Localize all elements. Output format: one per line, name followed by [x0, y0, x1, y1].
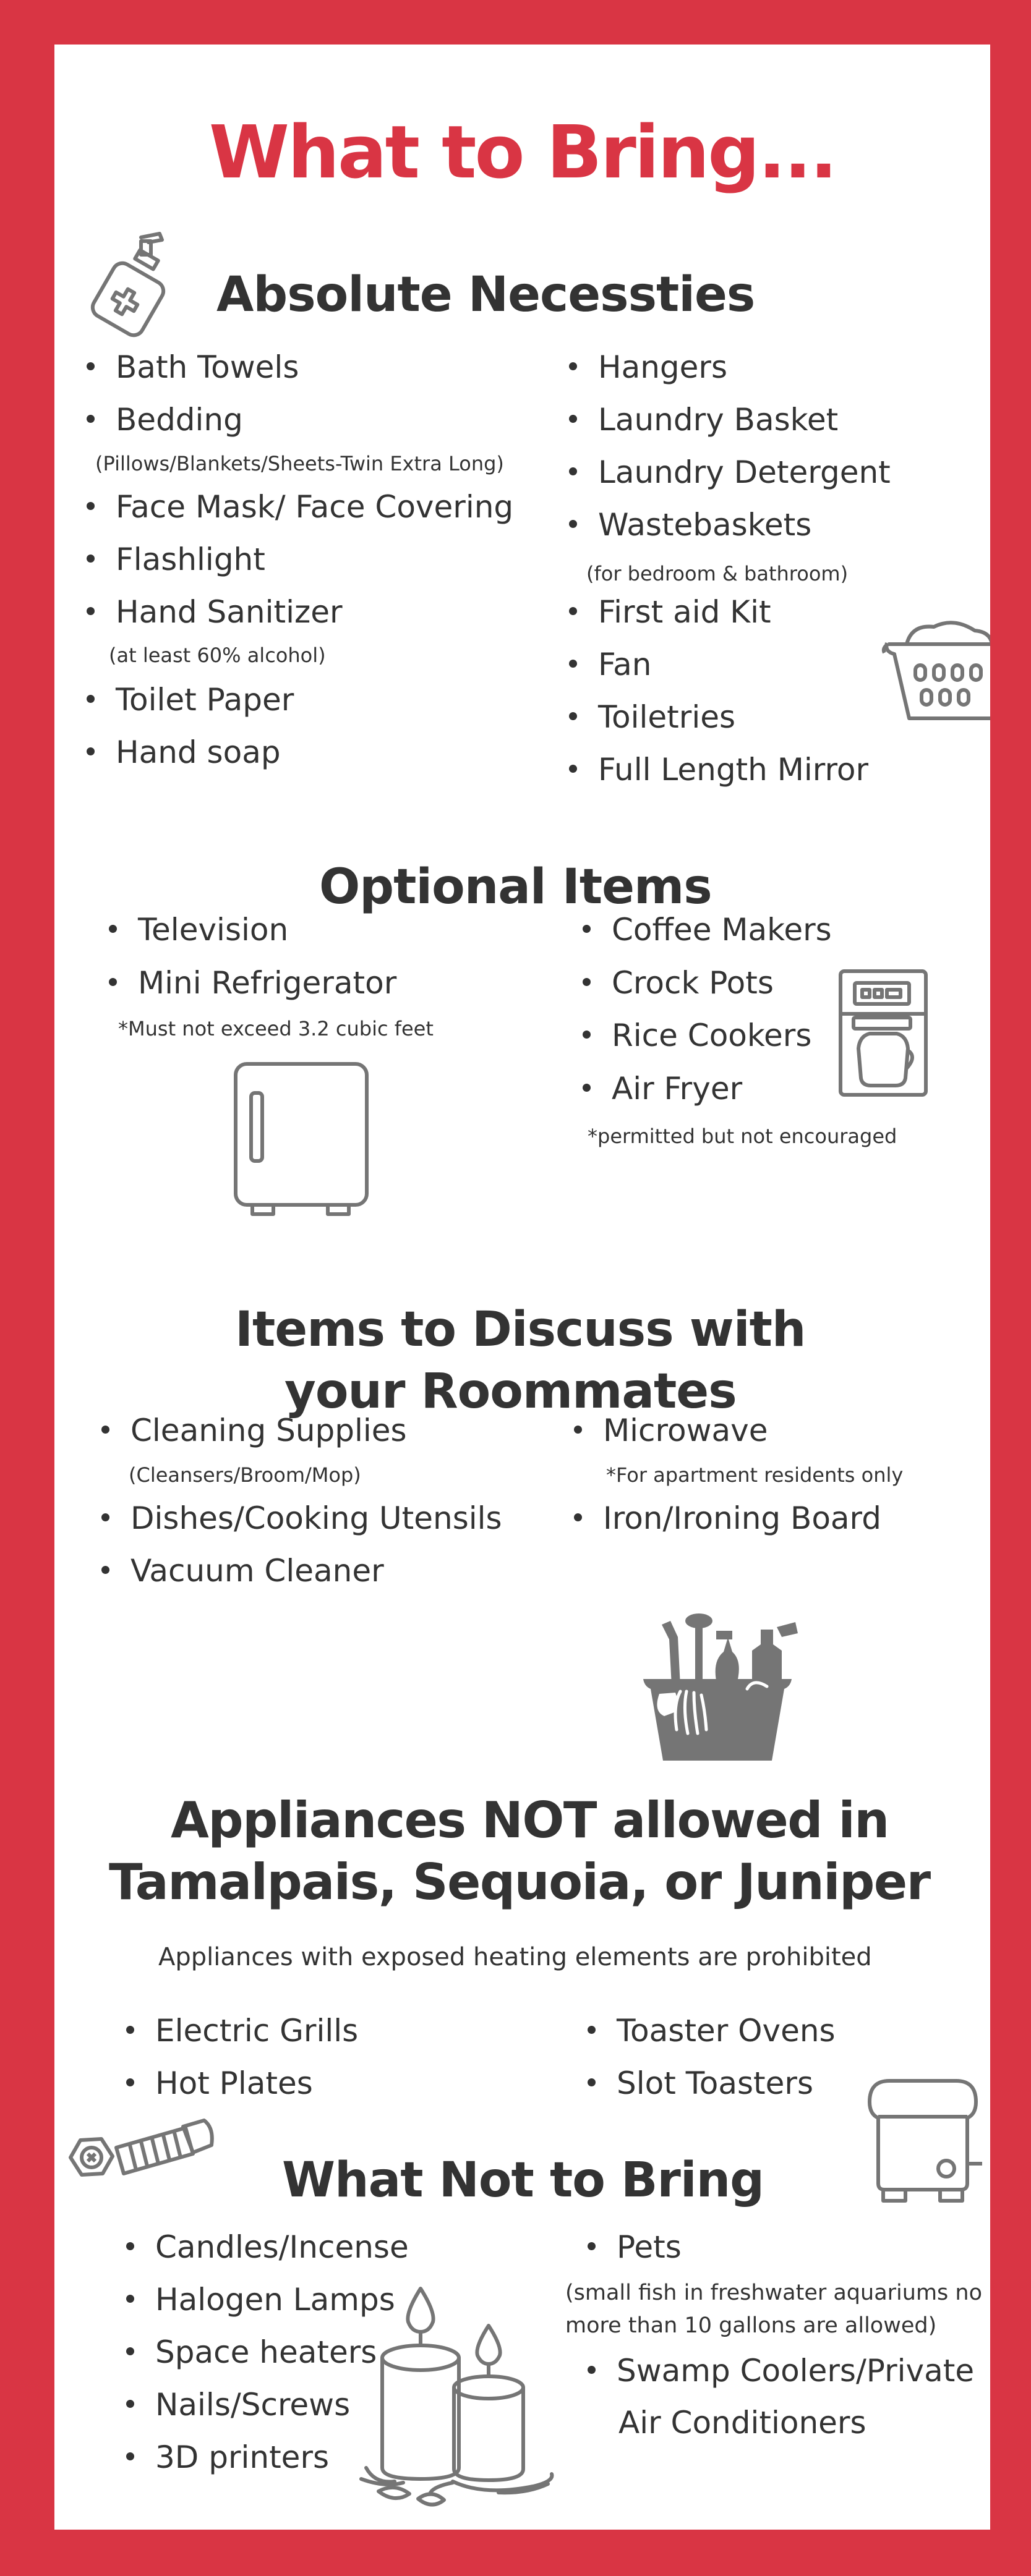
list-item: Face Mask/ Face Covering — [87, 491, 513, 522]
list-item: Iron/Ironing Board — [574, 1503, 881, 1534]
sanitizer-note: (at least 60% alcohol) — [109, 644, 326, 667]
pets-note-line1: (small fish in freshwater aquariums no — [565, 2281, 983, 2305]
not-allowed-heading-line1: Appliances NOT allowed in — [171, 1792, 889, 1849]
screw-nut-icon — [68, 2109, 215, 2201]
list-item: Wastebaskets — [569, 509, 811, 540]
list-item: Toilet Paper — [87, 684, 294, 715]
roommates-heading-line2: your Roommates — [284, 1364, 737, 1419]
microwave-note: *For apartment residents only — [606, 1463, 904, 1487]
roommates-heading-line1: Items to Discuss with — [235, 1302, 806, 1358]
list-item: Laundry Detergent — [569, 457, 891, 488]
appliances-note: *permitted but not encouraged — [588, 1124, 897, 1148]
list-item: Swamp Coolers/Private — [588, 2355, 974, 2386]
list-item: Pets — [588, 2232, 682, 2263]
list-item: Hand soap — [87, 737, 281, 768]
list-item: Vacuum Cleaner — [101, 1555, 384, 1586]
pets-note-line2: more than 10 gallons are allowed) — [565, 2313, 937, 2338]
list-item: Mini Refrigerator — [109, 967, 396, 998]
toaster-icon — [865, 2077, 982, 2203]
sanitizer-icon — [87, 230, 173, 335]
fridge-note: *Must not exceed 3.2 cubic feet — [118, 1017, 434, 1040]
list-item: Rice Cookers — [583, 1020, 811, 1051]
cleaning-bucket-icon — [637, 1612, 802, 1767]
list-item: Flashlight — [87, 544, 265, 575]
cleaning-note: (Cleansers/Broom/Mop) — [129, 1463, 361, 1487]
swamp-line2: Air Conditioners — [618, 2405, 866, 2441]
list-item: Crock Pots — [583, 967, 774, 998]
wastebasket-note: (for bedroom & bathroom) — [586, 562, 849, 585]
list-item: Laundry Basket — [569, 404, 838, 435]
list-item: Nails/Screws — [126, 2389, 350, 2420]
list-item: 3D printers — [126, 2442, 329, 2473]
laundry-basket-icon — [882, 613, 990, 721]
list-item: Halogen Lamps — [126, 2284, 395, 2315]
list-item: Hot Plates — [126, 2068, 313, 2099]
list-item: Bath Towels — [87, 352, 299, 383]
candles-icon — [360, 2282, 564, 2521]
list-item: Bedding — [87, 404, 243, 435]
list-item: Candles/Incense — [126, 2232, 409, 2263]
page-title: What to Bring... — [208, 109, 836, 195]
flyer-card — [54, 45, 990, 2530]
list-item: Fan — [569, 649, 652, 680]
list-item: Hand Sanitizer — [87, 597, 343, 627]
coffee-maker-icon — [839, 969, 928, 1097]
list-item: Air Fryer — [583, 1073, 742, 1104]
bedding-note: (Pillows/Blankets/Sheets-Twin Extra Long) — [95, 452, 504, 475]
list-item: Dishes/Cooking Utensils — [101, 1503, 502, 1534]
necessities-heading: Absolute Necessties — [216, 267, 755, 323]
list-item: Full Length Mirror — [569, 754, 868, 785]
list-item: Space heaters — [126, 2337, 377, 2368]
list-item: First aid Kit — [569, 597, 771, 627]
fridge-icon — [234, 1062, 370, 1217]
list-item: Toiletries — [569, 702, 735, 733]
not-allowed-subtitle: Appliances with exposed heating elements are prohibited — [158, 1943, 872, 1971]
list-item: Electric Grills — [126, 2015, 358, 2046]
list-item: Coffee Makers — [583, 914, 832, 945]
list-item: Toaster Ovens — [588, 2015, 836, 2046]
not-allowed-heading-line2: Tamalpais, Sequoia, or Juniper — [109, 1853, 930, 1911]
list-item: Microwave — [574, 1415, 768, 1446]
optional-heading: Optional Items — [319, 859, 712, 915]
list-item: Hangers — [569, 352, 727, 383]
not-bring-heading: What Not to Bring — [282, 2153, 764, 2208]
list-item: Television — [109, 914, 288, 945]
list-item: Cleaning Supplies — [101, 1415, 407, 1446]
list-item: Slot Toasters — [588, 2068, 813, 2099]
